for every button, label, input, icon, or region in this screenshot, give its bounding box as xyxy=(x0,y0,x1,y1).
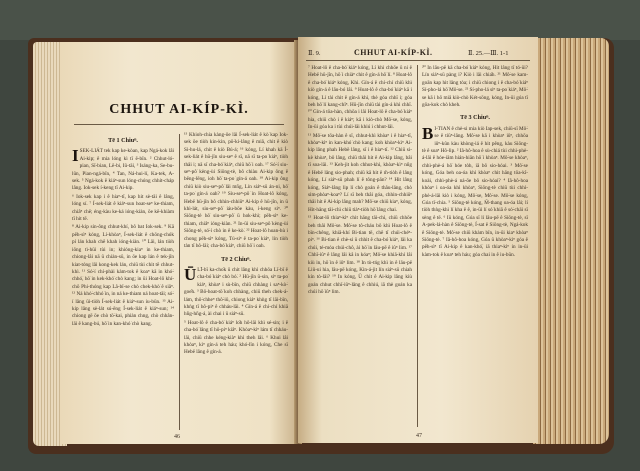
verse-paragraph: SEK-LIÁT tek kap ke-kòan, kap Ngá-kok lâi Ai-kip; ê mia lóng kì tī ē-bīn. ² Chhut-ló-pian, Sī-bian, Lē-bi, Iû-tāi, ³ Isáng-ka, Se-bu-lûn, Pian-ngá-bīn, ⁴ Tan, Ná-hui-lí, Ka-tek, A-sek. ⁵ Ngá-kok ê kiáⁿ-sun lóng-chóng chhit-cháp lâng. Iok-sek í-keng tī Ai-kip. xyxy=(72,148,174,192)
drop-cap: B xyxy=(422,123,434,143)
right-page xyxy=(298,37,538,443)
verse-paragraph: ²⁰ In lāu-pē kā cha-bó͘ kiáⁿ kóng, Hit lâng tī tó-ūi? Lín siáⁿ-sū pàng i? Kiò i lâi chia̍h. ²¹ Mô͘-se kam-goān kap hit lâng tòa; i chiū chiong i ê cha-bó͘ kiáⁿ Sí-pho-lá hō͘ Mô͘-se. ²² Sí-pho-lá siⁿ ta-po͘ kiáⁿ, Mô͘-se kā i hō miâ kiò-chò Két-sōng, kóng, In-ūi góa tī gōa-kok chò kheh. xyxy=(422,65,528,109)
column-divider xyxy=(417,65,418,427)
running-header-right: Ⅱ. 25.—Ⅲ. 1-1 xyxy=(468,50,509,57)
page-number: 46 xyxy=(174,434,180,440)
verse-paragraph: I-TIAN ê chè-si mia kiò Iap-sek, chiū-sī Mô͘-se ê tiūⁿ-lâng. Mô͘-se kā i khòaⁿ iûⁿ, chhōa iûⁿ-kûn kàu khòng-iá ê hit pêng, kàu Siōng-tè ê soaⁿ Hô-lip. ² Iâ-hô-hoa ê sù-chiá tùi chhì-phè-á-lāi ê hóe-iām hián-hiān hō͘ i khòaⁿ. Mô͘-se khòaⁿ, chhì-phè-á hō͘ hóe tòh, iā bô sio-hóai. ³ Mô͘-se kóng, Góa beh oa-óa khì khòaⁿ chit hāng tōa-kî-koài, chhì-phè-á ná-ōe bô sio-hóai? ⁴ Iâ-hô-hoa khòaⁿ i oa-óa khì khòaⁿ, Siōng-tè chiū tùi chhì-phè-á-lāi kiò i kóng, Mô͘-se, Mô͘-se. Mô͘-se kóng, Góa tī-chia. ⁵ Siōng-tè kóng, M̄-thang oa-óa lâi; lí tiòh thǹg-khì lí kha ê ê, in-ūi lí só͘ khiā ê só͘-chāi sī sèng ê tē. ⁶ Iū kóng, Góa sī lí lāu-pē ê Siōng-tè, sī A-pek-lá-hàn ê Siōng-tè, Í-sat ê Siōng-tè, Ngá-kok ê Siōng-tè. Mô͘-se chiū khàm bīn, in-ūi kiaⁿ khòaⁿ Siōng-tè. ⁷ Iâ-hô-hoa kóng, Góa ū khòaⁿ-kìⁿ góa ê pēh-sìⁿ tī Ai-kip ê kan-khó͘, iā thiaⁿ-kìⁿ in in-ūi kàm-tok ê koaⁿ teh háu; góa chai in ê iu-būn. xyxy=(422,125,528,258)
verse-paragraph: LĪ-bī ka-cho̍k ū chit lâng khì chhōa Lī-bī ê cha-bó͘ kiáⁿ chò bó͘. ² Hū-jîn ū-sin, siⁿ ta-po͘ kiáⁿ, khòaⁿ i sù-bīn, chiū chhàng i saⁿ-kò͘-goe̍h. ³ Bô-hoat-tō͘ koh chhàng, chiū theh chek-á-lám, thô͘-chheⁿ thô͘-iû, chiong kiáⁿ khǹg tī lāi-bīn, khǹg tī hô-piⁿ ê chháu-lāi. ⁴ Gín-á ê chí-chí khiā hn̄g-hn̄g-á, ài chai i ū siáⁿ-sū. xyxy=(184,266,288,318)
chapter-heading: Tē 1 Chiuⁿ. xyxy=(108,137,138,144)
right-column-1 xyxy=(308,65,412,425)
verse-paragraph: ¹⁵ Khioh-chia kàng-ôe lâi Í-sek-liát ê kò͘ kap Iok-sek ōe tiòh kin-kin, pō͘-ki-lâng ê miâ, chit ê kiò Si-hu-lá, chit ê kiò Bú-á; ¹⁶ kóng, Lí khah kā Í-sek-liát ê hū-jîn siu-seⁿ ê sî, nā sī ta-po͘ kiáⁿ, tiòh thâi i; nā sī cha-bó͘ kiáⁿ, chiū hō͘ i oah. ¹⁷ Só͘-í siu-seⁿ-pô͘ kèng-ùi Siōng-tè, bô chiàu Ai-kip ông ê bēng-lēng, ioh hō͘ ta-po͘ gín-á oah. ¹⁸ Ai-kip ông chiū kiò siu-seⁿ-pô͘ lâi mn̄g, Lín siáⁿ-sū án-ni, hō͘ ta-po͘ gín-á oah? ¹⁹ Siu-seⁿ-pô͘ ìn Hoat-lô kóng, Hebë hū-jîn bô chhin-chhiūⁿ Ai-kip ê hū-jîn, in ū khì-lát, siu-seⁿ-pô͘ iáu-bōe kàu, í-keng siⁿ. ²⁰ Siōng-tè hō͘ siu-seⁿ-pô͘ ū hok-khì; pēh-sìⁿ ke-thiam, chiâⁿ ióng-kiàn. ²¹ In-ūi siu-seⁿ-pô͘ kèng-ùi Siōng-tè, só͘-í chò in ê ke-kò͘. ²² Hoat-lô hoan-hù i chong pēh-sìⁿ kóng, Tú-siⁿ ê ta-po͘ kiáⁿ, lín tiòh tàn tī hô-lāi; cha-bó͘ kiáⁿ, chiū hō͘ i oah. xyxy=(184,132,288,250)
chapter-heading: Tē 2 Chiuⁿ. xyxy=(221,255,251,263)
left-column-2 xyxy=(184,132,288,432)
verse-paragraph: ¹¹ Mô͘-se tōa-hàn ê sî, chhut-khì khòaⁿ i ê hiaⁿ-tī, khòaⁿ-kìⁿ in kan-khó͘ chò kang; koh khòaⁿ-kìⁿ Ai-kip lâng phah Hebë lâng, sī i ê hiaⁿ-tī. ¹² Chiū sì-kè khòaⁿ, bô lâng, chiū thâi hit ê Ai-kip lâng, bâi tī soa-lāi. ¹³ Keh-jit koh chhut-khì, khòaⁿ-kìⁿ nn̄g ê Hebë lâng sio-phah; chiū kā hit ê m̄-tiòh ê lâng kóng, Lí siáⁿ-sū phah lí ê tông-pān? ¹⁴ Hit lâng kóng, Siáⁿ-lâng lip lí chò goán ê thâu-lâng, chò sim-phòaⁿ-koaⁿ? Lí sī beh thâi góa, chhin-chhiūⁿ thâi hit ê Ai-kip lâng mah? Mô͘-se chiū kiaⁿ, kóng, Hit-hāng tāi-chì chiū tiàⁿ-tiòh hō͘ lâng chai. xyxy=(308,132,412,213)
page-number: 47 xyxy=(416,433,422,439)
running-header-title: CHHUT AI-KÍP-KÌ. xyxy=(354,48,433,57)
header-rule xyxy=(306,60,530,61)
background xyxy=(0,0,640,40)
verse-paragraph: ⁶ Iok-sek kap i ê hiaⁿ-tī, kap hit sè-tāi ê lâng, lóng sí. ⁷ Í-sek-liát ê kiáⁿ-sun hoat-seⁿ ke-thiam, chiâⁿ chē; éng-kàu ke-ká ióng-kiàn, ōe kē-khiàm tī hit tē. xyxy=(72,193,174,223)
verse-paragraph: ⁵ Hoat-lô ê cha-bó͘ kiáⁿ lo̍h hô-lāi khì sé-sin; i ê cha-bó͘ lâng tī hô-piⁿ kiâⁿ. Khòaⁿ-kìⁿ lám tī chháu-lāi, chiū chhe kéng-kiàⁿ khì theh lâi. ⁶ Khui lâi khòaⁿ, kìⁿ gín-á teh háu; khó-lîn i kóng, Che sī Hebë lâng ê gín-á. xyxy=(184,319,288,356)
drop-cap: I xyxy=(72,146,79,166)
book-title: CHHUT AI-KÍP-KÌ. xyxy=(109,102,249,117)
running-header-left: Ⅱ. 9. xyxy=(308,50,321,57)
right-column-2 xyxy=(422,65,528,425)
chapter-heading: Tē 3 Chiuⁿ. xyxy=(460,114,490,122)
verse-paragraph: ⁷ Hoat-lô ê cha-bó͘ kiáⁿ kóng, Lí khì chhōe ū ni ê Hebë hū-jîn, hō͘ i chiàⁿ chit ê gín-á hō͘ lí. ⁸ Hoat-lô ê cha-bó͘ kiáⁿ kóng, Khì. Gín-á ê chí-chí chiū khì kiò gín-á ê lāu-bó lâi. ⁹ Hoat-lô ê cha-bó͘ kiáⁿ kā i kóng, Lí tài chit ê gín-á khì, thè góa chhī i; góa beh hō͘ lí kang-chîⁿ. Hū-jîn chiū tài gín-á khì chhī. ¹⁰ Gín-á tōa-hàn, chhōa i lâi Hoat-lô ê cha-bó͘ kiáⁿ hia, chiū chò i ê kiáⁿ; kā i kiò-chò Mô͘-se, kóng, In-ūi góa ka i tùi chúi-lāi khiú i chhut-lâi. xyxy=(308,65,412,131)
title-rule xyxy=(74,124,284,125)
verse-paragraph: ¹⁵ Hoat-lô thiaⁿ-kìⁿ chit hāng tāi-chì, chiū chhōe beh thâi Mô͘-se. Mô͘-se tô-cháu bô khì Hoat-lô ê bīn-chêng, khiā-khí Bi-tian tē, chē tī chúi-chéⁿ-piⁿ. ¹⁶ Bi-tian ê chè-si ū chhit ê cha-bó͘ kiáⁿ, lâi ka chúi, té-móa chúi-chô, ài hō͘ in lāu-pē ê iûⁿ lim. ¹⁷ Chhī-iûⁿ ê lâng lâi kâ in kóaⁿ; Mô͘-se khiā-khí lâi kiù in, hō͘ in ê iûⁿ lim. ¹⁸ In tò-tńg khì in ê lāu-pē Liû-ui hia, lāu-pē kóng, Kin-á-jit lín siáⁿ-sū chiah kín tò-lâi? ¹⁹ In kóng, Ū chit ê Ai-kip lâng kiù goán chhut chhī-iûⁿ-lâng ê chhiú, iā thè goán ka chúi hō͘ iûⁿ lim. xyxy=(308,215,412,296)
verse-paragraph: ⁸ Ai-kip sin-ông chhut-khí, bô bat Iok-sek. ⁹ Kā pēh-sìⁿ kóng, Lí-khòaⁿ, Í-sek-liát ê chōng-chók pí lán khah chē khah ióng-kiàn. ¹⁰ Lâi, lán tiòh iōng tì-hūi tùi in; khióng-kiaⁿ in ke-thiam, chiong-lâi nā ū chiàn-sū, in ōe kap lán ê tek-jîn kiat-tóng lâi kong-kek lán, chiū tùi chit tē chhut-khì. ¹¹ Só͘-í chí-phài kàm-tok ê koaⁿ kā in khó͘-chhó͘, hō͘ in kek-khó͘ chò kang; in ūi Hoat-lô khí-chō Phi-thóng kap Lâ-bî-se chò chek-khò͘ ê siâⁿ. ¹² Ná khó͘-chhó͘ in, in ná ke-thiam ná hoat-tāi; só͘-í lâng ūi-tiòh Í-sek-liát ê kiáⁿ-sun iu-būn. ¹³ Ai-kip lâng sè-lát sú-ēng Í-sek-liát ê kiáⁿ-sun; ¹⁴ chiong gē ōe chò tō͘-kai, phiàn chng, chò chhân-lāi ê kang-bú, hō͘ in kan-khó͘ chò kang. xyxy=(72,224,174,327)
left-page xyxy=(60,42,298,444)
drop-cap: Ū xyxy=(184,264,197,284)
page-edges-right xyxy=(533,38,609,444)
column-divider xyxy=(179,134,180,430)
left-column-1 xyxy=(72,132,174,432)
